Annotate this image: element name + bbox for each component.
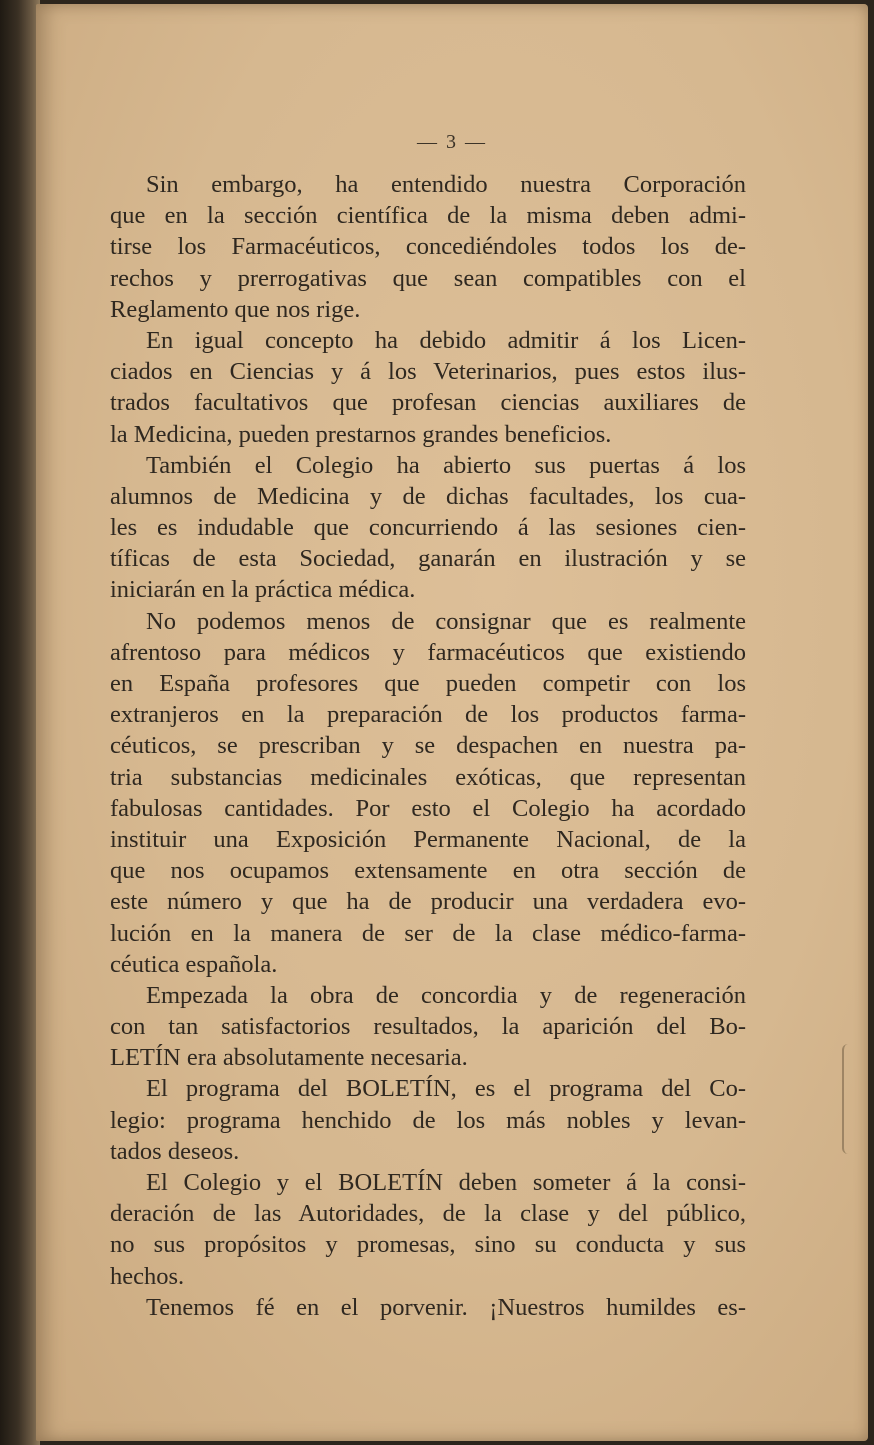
text-line: También el Colegio ha abierto sus puertas á los <box>146 451 746 479</box>
text-line: tirse los Farmacéuticos, concediéndoles todos los de- <box>110 233 746 261</box>
text-line: instituir una Exposición Permanente Nacional, de la <box>110 825 746 853</box>
text-line: trados facultativos que profesan ciencias auxiliares de <box>110 389 746 417</box>
text-line: El programa del BOLETÍN, es el programa del Co- <box>146 1075 746 1103</box>
text-line: rechos y prerrogativas que sean compatibles con el <box>110 264 746 292</box>
text-line: hechos. <box>110 1262 185 1290</box>
text-line: Tenemos fé en el porvenir. ¡Nuestros humildes es- <box>146 1293 746 1321</box>
text-line: afrentoso para médicos y farmacéuticos que existiendo <box>110 638 746 666</box>
text-line: en España profesores que pueden competir con los <box>110 670 746 697</box>
book-spine <box>0 0 40 1445</box>
text-line: En igual concepto ha debido admitir á los Licen- <box>146 326 746 354</box>
text-line: LETÍN era absolutamente necesaria. <box>110 1044 468 1072</box>
text-line: este número y que ha de producir una verdadera evo- <box>110 888 746 916</box>
text-line: la Medicina, pueden prestarnos grandes beneficios. <box>110 420 612 448</box>
text-line: ciados en Ciencias y á los Veterinarios, pues estos ilus- <box>110 358 746 386</box>
text-line: Reglamento que nos rige. <box>110 295 361 323</box>
text-line: El Colegio y el BOLETÍN deben someter á la consi- <box>146 1169 746 1196</box>
text-line: lución en la manera de ser de la clase médico-farma- <box>110 919 746 947</box>
text-line: alumnos de Medicina y de dichas facultades, los cua- <box>110 482 746 510</box>
text-line: legio: programa henchido de los más nobles y levan- <box>110 1106 746 1134</box>
book-page <box>36 4 868 1441</box>
text-line: que nos ocupamos extensamente en otra sección de <box>110 857 746 885</box>
page-body-text <box>110 169 746 1323</box>
text-line: fabulosas cantidades. Por esto el Colegio ha acordado <box>110 794 746 822</box>
text-line: tados deseos. <box>110 1137 240 1165</box>
text-line: tria substancias medicinales exóticas, que representan <box>110 763 746 791</box>
text-line: que en la sección científica de la misma deben admi- <box>110 202 746 230</box>
page-number: — 3 — <box>417 131 487 153</box>
text-line: iniciarán en la práctica médica. <box>110 576 416 604</box>
text-line: No podemos menos de consignar que es realmente <box>146 607 746 635</box>
text-line: con tan satisfactorios resultados, la aparición del Bo- <box>110 1013 746 1041</box>
text-line: deración de las Autoridades, de la clase y del público, <box>110 1200 746 1228</box>
text-line: les es indudable que concurriendo á las sesiones cien- <box>110 514 746 542</box>
text-line: Empezada la obra de concordia y de regeneración <box>146 981 746 1009</box>
text-line: no sus propósitos y promesas, sino su conducta y sus <box>110 1231 746 1259</box>
text-line: céuticos, se prescriban y se despachen en nuestra pa- <box>110 732 746 760</box>
text-line: tíficas de esta Sociedad, ganarán en ilustración y se <box>110 545 746 573</box>
text-line: Sin embargo, ha entendido nuestra Corporación <box>146 171 746 198</box>
page-edge-mark <box>842 1044 858 1154</box>
text-line: extranjeros en la preparación de los productos farma- <box>110 701 746 729</box>
text-line: céutica española. <box>110 950 278 978</box>
